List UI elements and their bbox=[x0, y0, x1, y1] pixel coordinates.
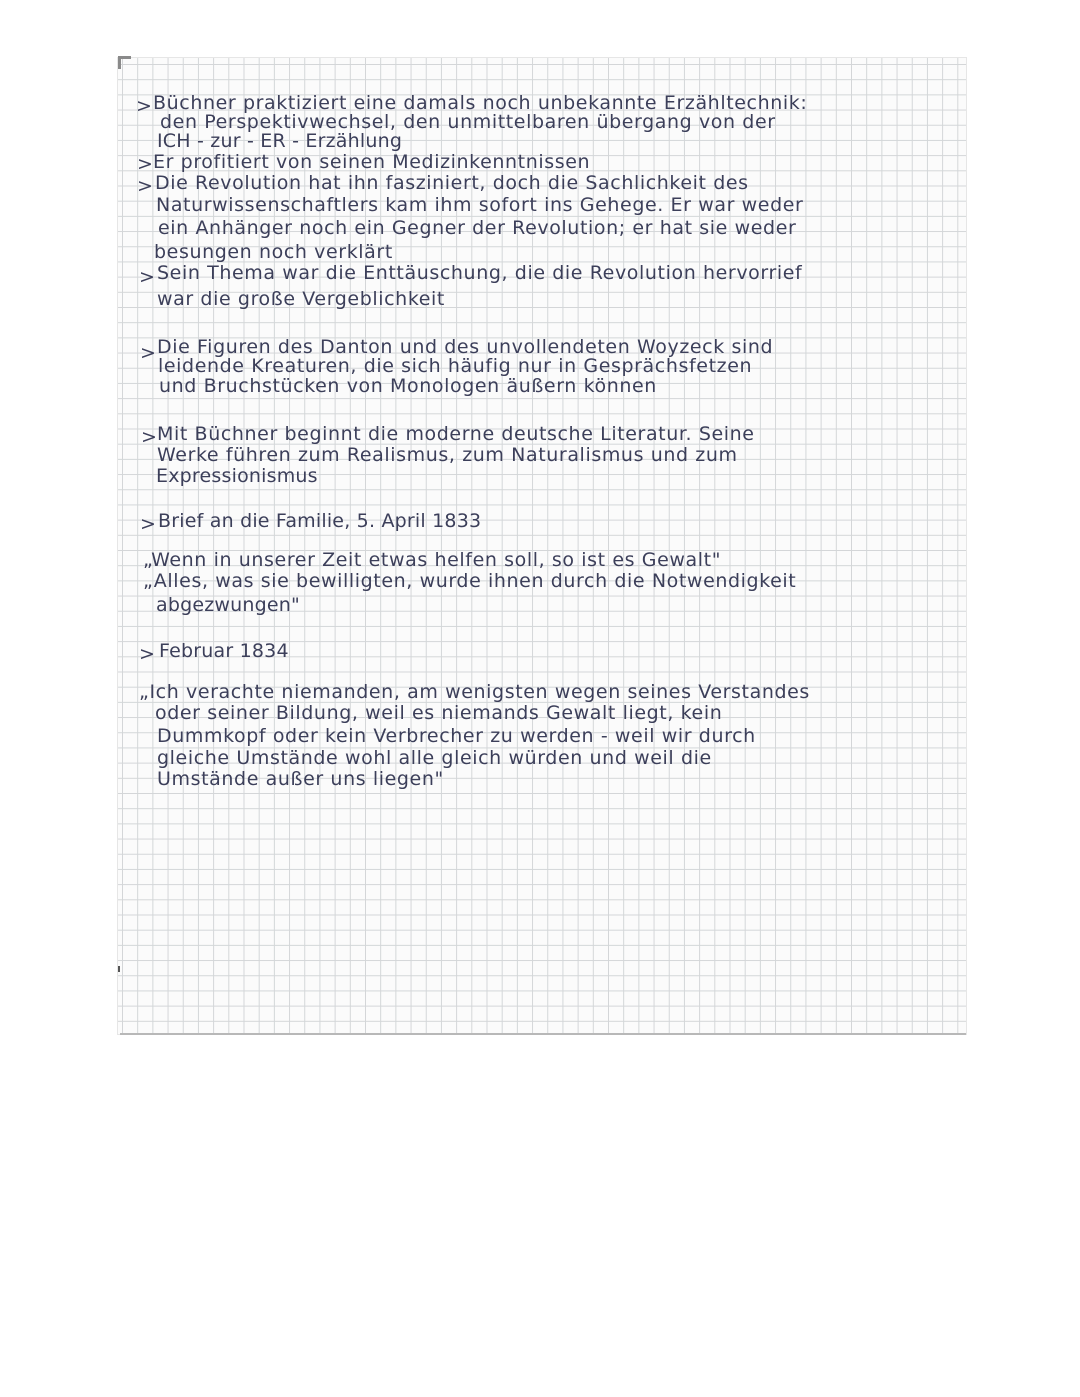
bullet: > bbox=[139, 266, 155, 288]
quote-line: „Wenn in unserer Zeit etwas helfen soll, so ist es Gewalt" bbox=[143, 549, 722, 571]
quote-line: Dummkopf oder kein Verbrecher zu werden - weil wir durch bbox=[157, 725, 756, 747]
note-line: besungen noch verklärt bbox=[154, 241, 393, 263]
note-line: Sein Thema war die Enttäuschung, die die Revolution hervorrief bbox=[157, 262, 803, 284]
quote-line: „Alles, was sie bewilligten, wurde ihnen durch die Notwendigkeit bbox=[143, 570, 797, 592]
note-line: ein Anhänger noch ein Gegner der Revolution; er hat sie weder bbox=[158, 217, 797, 239]
note-line: Er profitiert von seinen Medizinkenntnissen bbox=[153, 151, 591, 173]
note-line: Büchner praktiziert eine damals noch unbekannte Erzähltechnik: bbox=[153, 92, 808, 114]
note-line: und Bruchstücken von Monologen äußern können bbox=[159, 375, 657, 397]
note-line: Brief an die Familie, 5. April 1833 bbox=[158, 510, 482, 532]
quote-line: Umstände außer uns liegen" bbox=[157, 768, 444, 790]
note-line: Die Figuren des Danton und des unvollendeten Woyzeck sind bbox=[157, 336, 774, 358]
quote-line: „Ich verachte niemanden, am wenigsten wegen seines Verstandes bbox=[139, 681, 810, 703]
note-line: war die große Vergeblichkeit bbox=[157, 288, 445, 310]
bullet: > bbox=[140, 342, 156, 364]
margin-mark bbox=[118, 966, 120, 972]
bullet: > bbox=[137, 153, 153, 175]
note-line: Mit Büchner beginnt die moderne deutsche Literatur. Seine bbox=[157, 423, 755, 445]
quote-line: oder seiner Bildung, weil es niemands Gewalt liegt, kein bbox=[155, 702, 723, 724]
sheet-bottom-edge bbox=[120, 1033, 966, 1035]
bullet: > bbox=[137, 175, 153, 197]
note-line: Naturwissenschaftlers kam ihm sofort ins Gehege. Er war weder bbox=[156, 194, 804, 216]
quote-line: abgezwungen" bbox=[156, 594, 300, 616]
bullet: > bbox=[140, 513, 156, 535]
note-line: Werke führen zum Realismus, zum Naturalismus und zum bbox=[157, 444, 738, 466]
note-line: leidende Kreaturen, die sich häufig nur in Gesprächsfetzen bbox=[158, 355, 753, 377]
note-line: Expressionismus bbox=[156, 465, 318, 487]
quote-line: gleiche Umstände wohl alle gleich würden und weil die bbox=[157, 747, 712, 769]
note-line: Die Revolution hat ihn fasziniert, doch die Sachlichkeit des bbox=[155, 172, 749, 194]
bullet: > bbox=[141, 426, 157, 448]
bullet: > bbox=[139, 643, 155, 665]
note-line: ICH - zur - ER - Erzählung bbox=[157, 130, 403, 152]
note-line: Februar 1834 bbox=[159, 640, 289, 662]
note-line: den Perspektivwechsel, den unmittelbaren übergang von der bbox=[160, 111, 776, 133]
sheet-corner bbox=[118, 56, 131, 69]
bullet: > bbox=[136, 95, 152, 117]
